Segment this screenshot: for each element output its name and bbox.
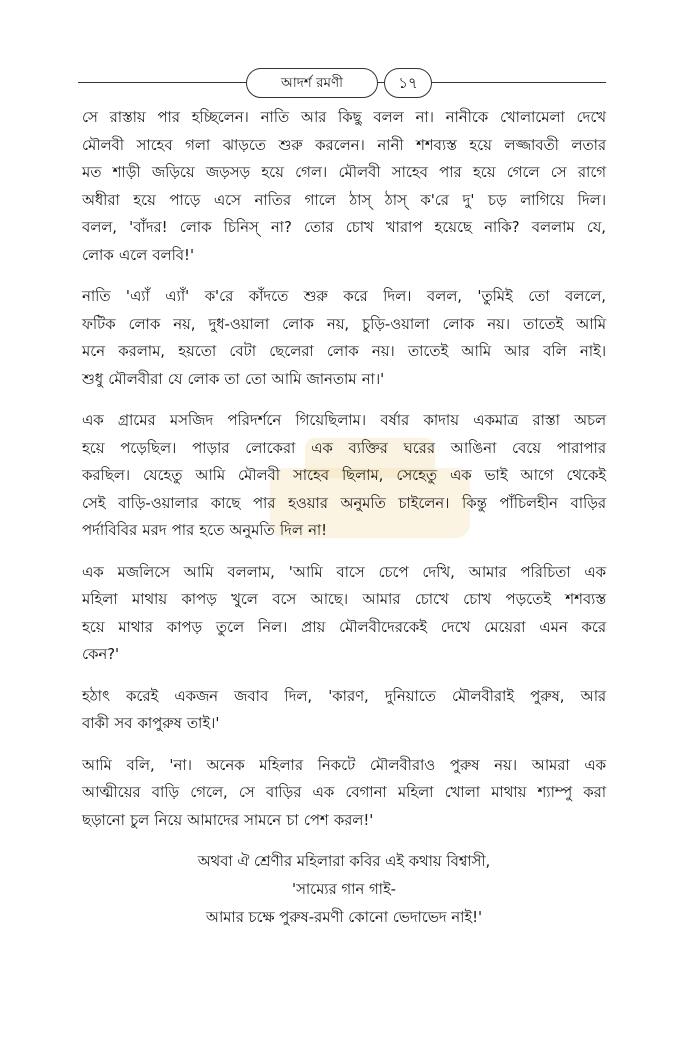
text-line: এক মজলিসে আমি বললাম, 'আমি বাসে চেপে দেখি, আমার পরিচিতা এক: [82, 563, 606, 581]
text-line: মত শাড়ী জড়িয়ে জড়সড় হয়ে গেল। মৌলবী সাহেব পার হয়ে গেলে সে রাগে: [82, 164, 606, 181]
text-line: শুধু মৌলবীরা যে লোক তা তো আমি জানতাম না।': [82, 370, 385, 388]
text-line: হয়ে পড়েছিল। পাড়ার লোকেরা এক ব্যক্তির ঘরের আঙিনা বেয়ে পারাপার: [82, 439, 606, 457]
text-line: ছড়ানো চুল নিয়ে আমাদের সামনে চা পেশ করল!': [82, 811, 374, 829]
verse-line: আমার চক্ষে পুরুষ-রমণী কোনো ভেদাভেদ নাই!': [205, 909, 483, 926]
text-line: লোক এলে বলবি!': [82, 246, 195, 264]
text-line: হঠাৎ করেই একজন জবাব দিল, 'কারণ, দুনিয়াতে মৌলবীরাই পুরুষ, আর: [82, 687, 606, 705]
paragraph: [82, 407, 606, 545]
text-line: সেই বাড়ি-ওয়ালার কাছে পার হওয়ার অনুমতি চাইলেন। কিন্তু পাঁচিলহীন বাড়ির: [82, 494, 606, 512]
text-line: মনে করলাম, হয়তো বেটা ছেলেরা লোক নয়। তাতেই আমি আর বলি নাই।: [82, 343, 606, 360]
text-line: বাকী সব কাপুরুষ তাই।': [82, 715, 220, 732]
paragraph: [82, 559, 606, 669]
text-line: মহিলা মাথায় কাপড় খুলে বসে আছে। আমার চোখে চোখ পড়তেই শশব্যস্ত: [82, 591, 606, 608]
running-title: আদর্শ রমণী: [246, 68, 378, 98]
paragraph: [82, 283, 606, 393]
paragraph: [82, 752, 606, 835]
text-line: নাতি 'এ্যাঁ এ্যাঁ' ক'রে কাঁদতে শুরু করে দিল। বলল, 'তুমিই তো বললে,: [82, 288, 606, 305]
text-line: আত্মীয়ের বাড়ি গেলে, সে বাড়ির এক বেগানা মহিলা খোলা মাথায় শ্যাম্পু করা: [82, 784, 606, 801]
text-line: সে রাস্তায় পার হচ্ছিলেন। নাতি আর কিছু বলল না। নানীকে খোলামেলা দেখে: [82, 109, 606, 126]
paragraph: [82, 683, 606, 738]
text-line: অধীরা হয়ে পাড়ে এসে নাতির গালে ঠাস্ ঠাস্ ক'রে দু' চড় লাগিয়ে দিল।: [82, 191, 606, 209]
paragraph: [82, 104, 606, 269]
verse-line: অথবা ঐ শ্রেণীর মহিলারা কবির এই কথায় বিশ্বাসী,: [197, 853, 491, 870]
page-header: [0, 68, 681, 98]
text-line: করছিল। যেহেতু আমি মৌলবী সাহেব ছিলাম, সেহেতু এক ভাই আগে থেকেই: [82, 467, 606, 484]
text-line: মৌলবী সাহেব গলা ঝাড়তে শুরু করলেন। নানী শশব্যস্ত হয়ে লজ্জাবতী লতার: [82, 136, 606, 154]
text-line: ফটিক লোক নয়, দুধ-ওয়ালা লোক নয়, চুড়ি-ওয়ালা লোক নয়। তাতেই আমি: [82, 315, 606, 333]
text-line: এক গ্রামের মসজিদ পরিদর্শনে গিয়েছিলাম। বর্ষার কাদায় একমাত্র রাস্তা অচল: [82, 412, 606, 429]
verse-block: [82, 848, 606, 932]
text-line: আমি বলি, 'না। অনেক মহিলার নিকটে মৌলবীরাও পুরুষ নয়। আমরা এক: [82, 756, 606, 774]
text-line: কেন?': [82, 646, 120, 663]
page-body: [82, 104, 606, 932]
text-line: পর্দাবিবির মরদ পার হতে অনুমতি দিল না!: [82, 522, 328, 539]
text-line: হয়ে মাথার কাপড় তুলে নিল। প্রায় মৌলবীদেরকেই দেখে মেয়েরা এমন করে: [82, 618, 606, 636]
verse-line: 'সাম্যের গান গাই-: [292, 881, 396, 898]
text-line: বলল, 'বাঁদর! লোক চিনিস্ না? তোর চোখ খারাপ হয়েছে নাকি? বললাম যে,: [82, 219, 606, 236]
page-number: ১৭: [384, 68, 432, 98]
